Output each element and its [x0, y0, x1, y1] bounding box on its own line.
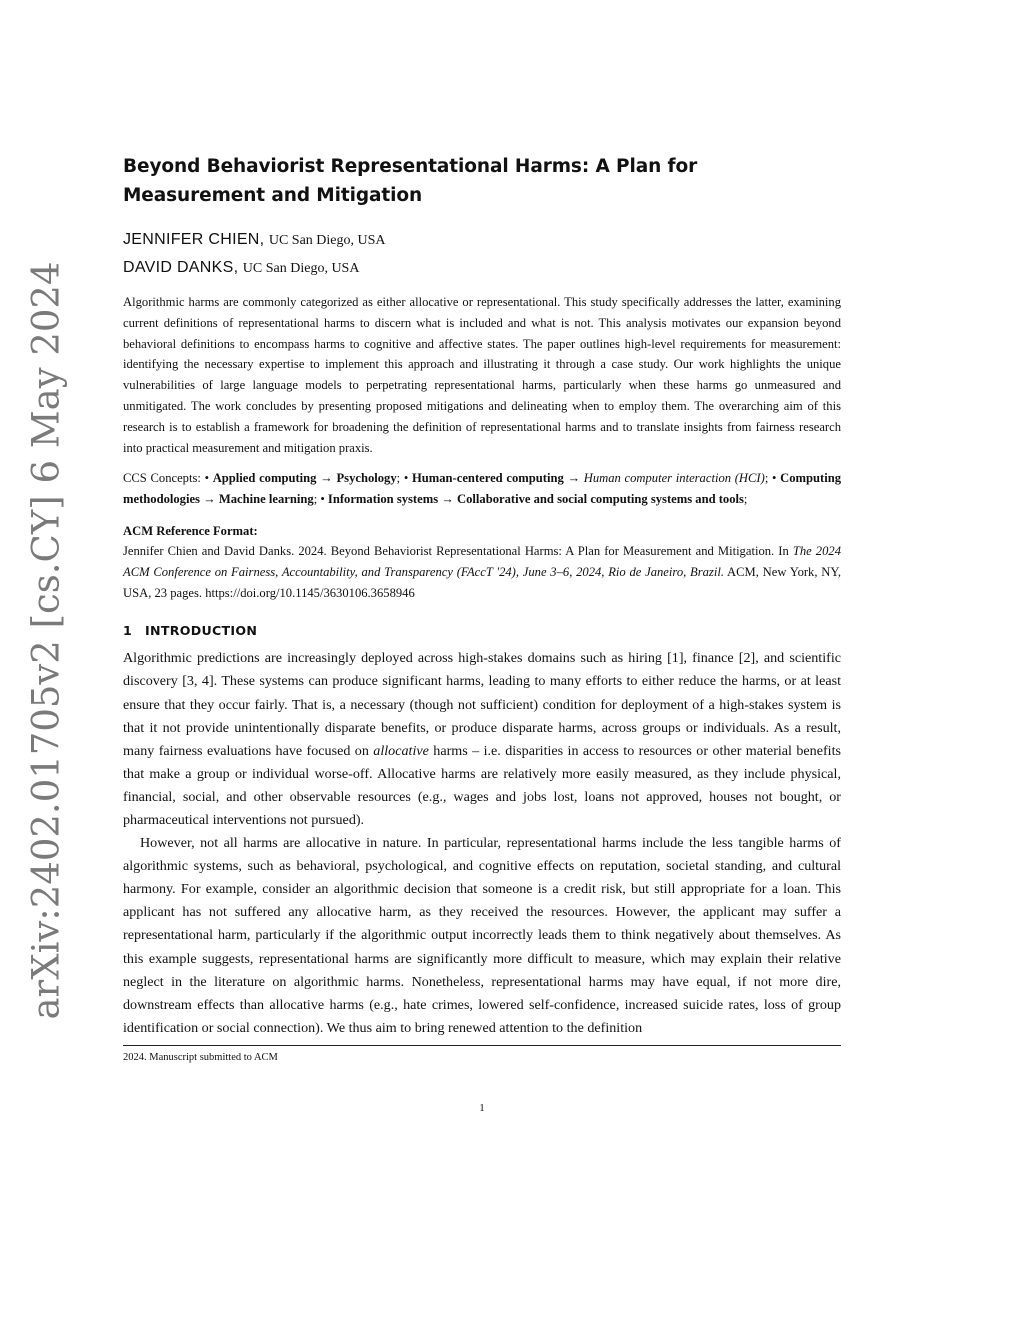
intro-paragraph-1-part-b: harms – i.e. disparities in access to resources or other material benefits that make a group or individual worse-off. Allocative harms are relatively more easily measured, as they include physical, financial, social, and other observable resources (e.g., wages and jobs lost, loans not approved, houses not bought, or pharmaceutical interventions not pursued). [123, 742, 841, 829]
author-2 [123, 254, 841, 282]
ccs-bullet: • [772, 471, 777, 486]
intro-paragraph-1-part-a: Algorithmic predictions are increasingly deployed across high-stakes domains such as hiring [1], finance [2], and scientific discovery [3, 4]. These systems can produce significant harms, leading to many efforts to either reduce the harms, or at least ensure that they occur fairly. That is, a necessary (though not sufficient) condition for deployment of a high-stakes system is that it not provide unintentionally disparate benefits, or produce disparate harms, across groups or individuals. As a result, many fairness evaluations have focused on [123, 650, 841, 759]
abstract: Algorithmic harms are commonly categorized as either allocative or representational. This study specifically addresses the latter, examining current definitions of representational harms to discern what is included and what is not. This analysis motivates our expansion beyond behavioral definitions to encompass harms to cognitive and affective states. The paper outlines high-level requirements for measurement: identifying the necessary expertise to implement this approach and illustrating it through a case study. Our work highlights the unique vulnerabilities of large language models to perpetrating representational harms, particularly when these harms go unmeasured and unmitigated. The work concludes by presenting proposed mitigations and delineating when to employ them. The overarching aim of this research is to establish a framework for broadening the definition of representational harms and to translate insights from fairness research into practical measurement and mitigation praxis. [123, 295, 841, 455]
introduction-body [123, 647, 841, 1040]
paper-page [123, 152, 841, 1065]
ccs-field-1: Applied computing [212, 471, 317, 486]
author-2-affiliation: UC San Diego, USA [242, 261, 360, 276]
ccs-topic-4: Collaborative and social computing systems and tools [457, 492, 744, 507]
section-title: INTRODUCTION [145, 623, 258, 639]
intro-paragraph-1 [123, 647, 841, 832]
ccs-arrow: → [203, 492, 216, 507]
ccs-separator: ; [396, 471, 401, 486]
ccs-topic-2: Human computer interaction (HCI) [583, 471, 765, 486]
acm-reference-venue: The 2024 ACM Conference on Fairness, Accountability, and Transparency (FAccT '24), June 3–6, 2024, Rio de Janeiro, Brazil. [123, 543, 841, 579]
acm-reference [123, 541, 841, 603]
arxiv-identifier-text: arXiv:2402.01705v2 [cs.CY] 6 May 2024 [24, 260, 68, 1020]
ccs-topic-3: Machine learning [218, 492, 314, 507]
page-number: 1 [479, 1102, 485, 1114]
ccs-field-4: Information systems [327, 492, 439, 507]
ccs-arrow: → [567, 471, 581, 486]
author-1-name: JENNIFER CHIEN, [123, 231, 265, 248]
author-2-name: DAVID DANKS, [123, 259, 239, 276]
ccs-concepts [123, 468, 841, 510]
ccs-bullet: • [204, 471, 209, 486]
arxiv-identifier-stamp [20, 260, 72, 1020]
ccs-label: CCS Concepts: [123, 471, 201, 486]
section-heading-introduction [123, 621, 841, 641]
acm-reference-authors: Jennifer Chien and David Danks. 2024. Beyond Behaviorist Representational Harms: A Plan for Measurement and Mitigation. In [123, 543, 793, 558]
paper-title: Beyond Behaviorist Representational Harms: A Plan for Measurement and Mitigation [123, 156, 698, 206]
author-list [123, 226, 841, 282]
acm-reference-heading: ACM Reference Format: [123, 523, 258, 538]
section-number: 1 [123, 623, 133, 639]
ccs-topic-1: Psychology [336, 471, 397, 486]
ccs-bullet: • [320, 492, 325, 507]
ccs-arrow: → [441, 492, 454, 507]
ccs-bullet: • [403, 471, 409, 486]
footnote: 2024. Manuscript submitted to ACM [123, 1051, 278, 1063]
author-1 [123, 226, 841, 254]
ccs-field-2: Human-centered computing [411, 471, 564, 486]
author-1-affiliation: UC San Diego, USA [268, 233, 386, 248]
ccs-separator: ; [764, 471, 769, 486]
ccs-field-3: Computing methodologies [123, 471, 842, 507]
ccs-separator: ; [743, 492, 748, 507]
footnote-divider [123, 1045, 841, 1046]
ccs-arrow: → [320, 471, 333, 486]
intro-paragraph-2: However, not all harms are allocative in nature. In particular, representational harms include the less tangible harms of algorithmic systems, such as behavioral, psychological, and cognitive effects on reputation, societal standing, and cultural harmony. For example, consider an algorithmic decision that someone is a credit risk, but still appropriate for a loan. This applicant has not suffered any allocative harm, as they received the resources. However, the applicant may suffer a representational harm, particularly if the algorithmic output incorrectly leads them to think negatively about themselves. As this example suggests, representational harms are significantly more difficult to measure, which may explain their relative neglect in the literature on algorithmic harms. Nonetheless, representational harms may have equal, if not more dire, downstream effects than allocative harms (e.g., hate crimes, lowered self-confidence, increased suicide rates, loss of group identification or social connection). We thus aim to bring renewed attention to the definition [123, 835, 841, 1036]
intro-paragraph-1-emphasis: allocative [373, 742, 429, 759]
ccs-separator: ; [313, 492, 318, 507]
acm-reference-publisher-doi: ACM, New York, NY, USA, 23 pages. https://doi.org/10.1145/3630106.3658946 [123, 564, 841, 600]
